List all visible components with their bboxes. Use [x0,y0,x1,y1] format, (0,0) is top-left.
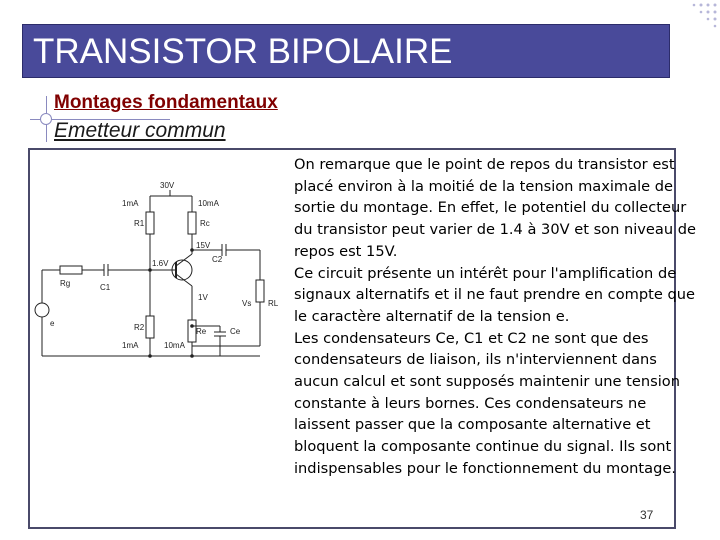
label-supply: 30V [160,181,175,190]
label-c2: C2 [212,255,223,264]
label-v-collector: 15V [196,241,211,250]
slide-title: TRANSISTOR BIPOLAIRE [33,32,453,71]
label-i-r2: 1mA [122,341,139,350]
label-e: e [50,319,55,328]
label-i-re: 10mA [164,341,185,350]
slide-subtitle: Montages fondamentaux [54,92,278,113]
label-i-rc: 10mA [198,199,219,208]
label-r1: R1 [134,219,145,228]
label-vs: Vs [242,299,252,308]
label-v-emitter: 1V [198,293,208,302]
label-ce: Ce [230,327,241,336]
common-emitter-circuit-diagram [30,150,292,527]
paragraph-amplification: Ce circuit présente un intérêt pour l'amplification de signaux alternatifs et il ne faut prendre en compte que le caractère alternatif de la tension e. [294,264,695,325]
label-r2: R2 [134,323,145,332]
explanation-text [294,154,698,480]
page-number: 37 [640,508,654,522]
title-bar [22,24,670,78]
label-re: Re [196,327,207,336]
label-rg: Rg [60,279,71,288]
decorative-circle [40,113,52,125]
paragraph-operating-point: On remarque que le point de repos du transistor est placé environ à la moitié de la tension maximale de sortie du montage. En effet, le potentiel du collecteur du transistor peut varier de 1.4 à 30V et son niveau de repos est 15V. [294,156,696,260]
label-rc: Rc [200,219,210,228]
label-i-r1: 1mA [122,199,139,208]
label-c1: C1 [100,283,111,292]
slide-subheading: Emetteur commun [54,119,226,142]
label-v-base: 1.6V [152,259,169,268]
paragraph-capacitors: Les condensateurs Ce, C1 et C2 ne sont que des condensateurs de liaison, ils n'interviennent dans aucun calcul et sont supposés maintenir une tension constante à leurs bornes. Ces condensateurs ne laissent passer que la composante alternative et bloquent la composante continue du signal. Ils sont indispensables pour le fonctionnement du montage. [294,329,680,477]
label-rl: RL [268,299,279,308]
